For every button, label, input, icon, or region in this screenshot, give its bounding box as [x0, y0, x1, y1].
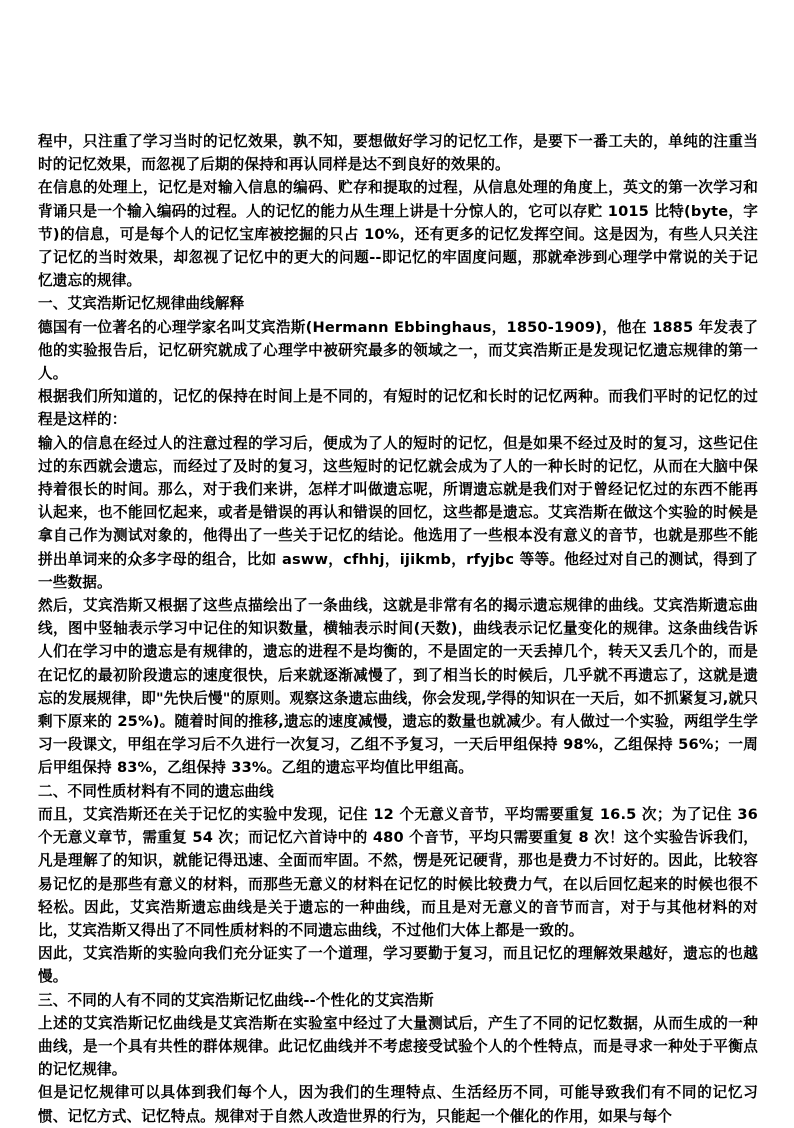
paragraph-forgetting-curve: 然后，艾宾浩斯又根据了这些点描绘出了一条曲线，这就是非常有名的揭示遗忘规律的曲线。艾宾浩斯遗忘曲线，图中竖轴表示学习中记住的知识数量，横轴表示时间(天数)，曲线表示记忆量变化的规律。这条曲线告诉人们在学习中的遗忘是有规律的，遗忘的进程不是均衡的，不是固定的一天丢掉几个，转天又丢几个的，而是在记忆的最初阶段遗忘的速度很快，后来就逐渐减慢了，到了相当长的时候后，几乎就不再遗忘了，这就是遗忘的发展规律，即"先快后慢"的原则。观察这条遗忘曲线，你会发现,学得的知识在一天后，如不抓紧复习,就只剩下原来的 25%)。随着时间的推移,遗忘的速度减慢，遗忘的数量也就减少。有人做过一个实验，两组学生学习一段课文，甲组在学习后不久进行一次复习，乙组不予复习，一天后甲组保持 98%，乙组保持 56%；一周后甲组保持 83%，乙组保持 33%。乙组的遗忘平均值比甲组高。 [38, 597, 758, 777]
paragraph-individual-rule: 但是记忆规律可以具体到我们每个人，因为我们的生理特点、生活经历不同，可能导致我们有不同的记忆习惯、记忆方式、记忆特点。规律对于自然人改造世界的行为，只能起一个催化的作用，如果与每个 [38, 1084, 758, 1125]
paragraph-memory-process: 输入的信息在经过人的注意过程的学习后，便成为了人的短时的记忆，但是如果不经过及时的复习，这些记住过的东西就会遗忘，而经过了及时的复习，这些短时的记忆就会成为了人的一种长时的记忆，从而在大脑中保持着很长的时间。那么，对于我们来讲，怎样才叫做遗忘呢，所谓遗忘就是我们对于曾经记忆过的东西不能再认起来，也不能回忆起来，或者是错误的再认和错误的回忆，这些都是遗忘。艾宾浩斯在做这个实验的时候是拿自己作为测试对象的，他得出了一些关于记忆的结论。他选用了一些根本没有意义的音节，也就是那些不能拼出单词来的众多字母的组合，比如 asww，cfhhj，ijikmb，rfyjbc 等等。他经过对自己的测试，得到了一些数据。 [38, 434, 758, 591]
paragraph-information-processing: 在信息的处理上，记忆是对输入信息的编码、贮存和提取的过程，从信息处理的角度上，英文的第一次学习和背诵只是一个输入编码的过程。人的记忆的能力从生理上讲是十分惊人的，它可以存贮 1015 比特(byte，字节)的信息，可是每个人的记忆宝库被挖掘的只占 10%，还有更多的记忆发挥空间。这是因为，有些人只关注了记忆的当时效果，却忽视了记忆中的更大的问题--即记忆的牢固度问题，那就牵涉到心理学中常说的关于记忆遗忘的规律。 [38, 179, 758, 290]
paragraph-continuation: 程中，只注重了学习当时的记忆效果，孰不知，要想做好学习的记忆工作，是要下一番工夫的，单纯的注重当时的记忆效果，而忽视了后期的保持和再认同样是达不到良好的效果的。 [38, 133, 758, 174]
paragraph-ebbinghaus-intro: 德国有一位著名的心理学家名叫艾宾浩斯(Hermann Ebbinghaus，1850-1909)，他在 1885 年发表了他的实验报告后，记忆研究就成了心理学中被研究最多的领域之一，而艾宾浩斯正是发现记忆遗忘规律的第一人。 [38, 318, 758, 383]
paragraph-conclusion: 因此，艾宾浩斯的实验向我们充分证实了一个道理，学习要勤于复习，而且记忆的理解效果越好，遗忘的也越慢。 [38, 945, 758, 986]
paragraph-memory-types: 根据我们所知道的，记忆的保持在时间上是不同的，有短时的记忆和长时的记忆两种。而我们平时的记忆的过程是这样的： [38, 388, 758, 429]
section-heading-2: 二、不同性质材料有不同的遗忘曲线 [38, 782, 274, 800]
section-heading-3: 三、不同的人有不同的艾宾浩斯记忆曲线--个性化的艾宾浩斯 [38, 991, 434, 1009]
document-body [38, 130, 758, 1128]
section-heading-1: 一、艾宾浩斯记忆规律曲线解释 [38, 295, 245, 313]
paragraph-material-types: 而且，艾宾浩斯还在关于记忆的实验中发现，记住 12 个无意义音节，平均需要重复 16.5 次；为了记住 36 个无意义章节，需重复 54 次；而记忆六首诗中的 480 个音节，平均只需要重复 8 次！这个实验告诉我们，凡是理解了的知识，就能记得迅速、全面而牢固。不然，愣是死记硬背，那也是费力不讨好的。因此，比较容易记忆的是那些有意义的材料，而那些无意义的材料在记忆的时候比较费力气，在以后回忆起来的时候也很不轻松。因此，艾宾浩斯遗忘曲线是关于遗忘的一种曲线，而且是对无意义的音节而言，对于与其他材料的对比，艾宾浩斯又得出了不同性质材料的不同遗忘曲线，不过他们大体上都是一致的。 [38, 805, 758, 939]
paragraph-group-rule: 上述的艾宾浩斯记忆曲线是艾宾浩斯在实验室中经过了大量测试后，产生了不同的记忆数据，从而生成的一种曲线，是一个具有共性的群体规律。此记忆曲线并不考虑接受试验个人的个性特点，而是寻求一种处于平衡点的记忆规律。 [38, 1014, 758, 1079]
